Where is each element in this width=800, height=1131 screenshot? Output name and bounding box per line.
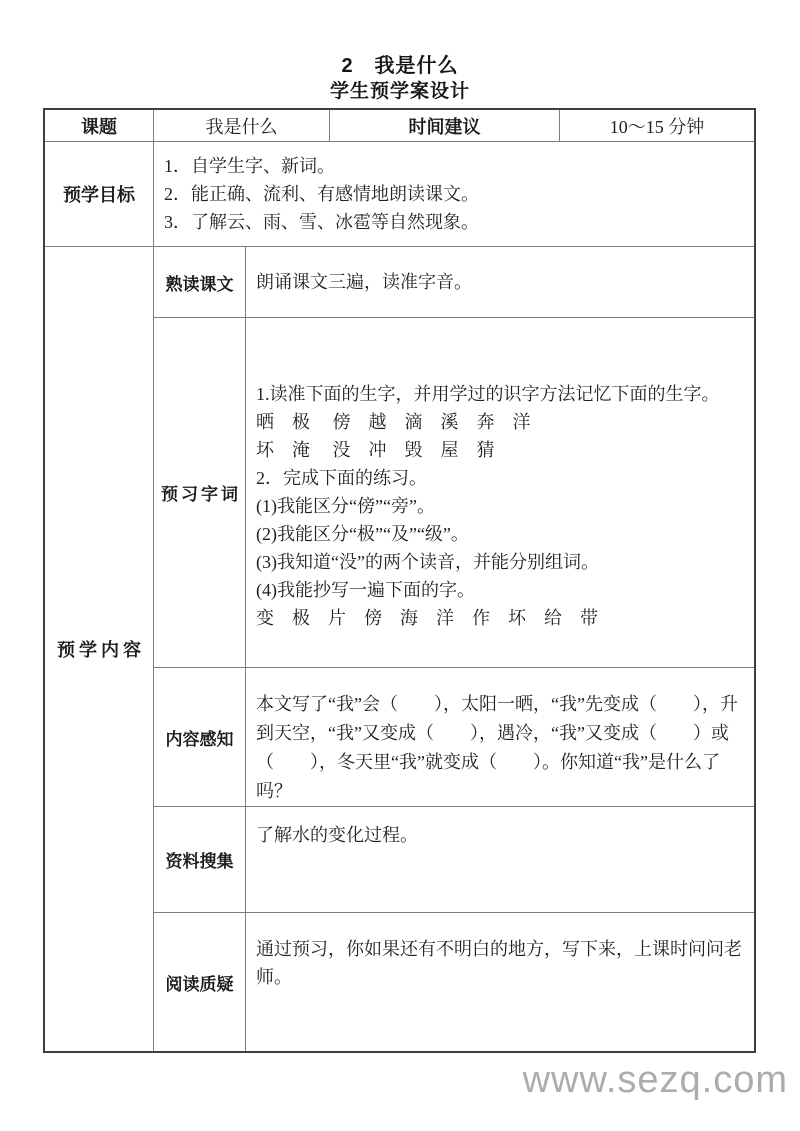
goals-content — [154, 142, 754, 246]
page-subtitle: 学生预学案设计 — [329, 81, 470, 102]
text-line: 变 极 片 傍 海 洋 作 坏 给 带 — [256, 608, 598, 628]
text-line: (3)我知道“没”的两个读音，并能分别组词。 — [256, 552, 599, 572]
subrow-content-perception — [154, 668, 754, 807]
reading-questions-content — [246, 913, 754, 1051]
text-line: 坏 淹 没 冲 毁 屋 猜 — [256, 440, 495, 460]
header-row — [45, 110, 754, 142]
text-line: (2)我能区分“极”“及”“级”。 — [256, 524, 469, 544]
preview-words-content — [246, 318, 754, 667]
content-section-label: 预学内容 — [45, 247, 154, 1051]
site-watermark: www.sezq.com — [522, 1059, 788, 1101]
text-line: 1．自学生字、新词。 — [164, 156, 335, 176]
content-section-row — [45, 247, 754, 1051]
text-line: 2．完成下面的练习。 — [256, 468, 427, 488]
text-line: 2．能正确、流利、有感情地朗读课文。 — [164, 184, 479, 204]
time-value-cell: 10～15 分钟 — [609, 116, 705, 137]
time-label-cell: 时间建议 — [330, 110, 560, 141]
prestudy-table — [43, 108, 756, 1053]
familiar-reading-label: 熟读课文 — [154, 247, 246, 317]
text-line: 朗诵课文三遍，读准字音。 — [256, 272, 472, 292]
text-line: 本文写了“我”会（ ），太阳一晒，“我”先变成（ ），升到天空，“我”又变成（ ），遇冷，“我”又变成（ ）或（ ），冬天里“我”就变成（ ）。你知道“我”是什么了吗？ — [256, 694, 738, 801]
course-value-cell: 我是什么 — [154, 110, 330, 141]
text-line: 晒 极 傍 越 滴 溪 奔 洋 — [256, 412, 531, 432]
subrow-familiar-reading — [154, 247, 754, 318]
course-label-cell: 课题 — [45, 110, 154, 141]
content-perception-content — [246, 668, 754, 806]
text-line: 3．了解云、雨、雪、冰雹等自然现象。 — [164, 212, 479, 232]
text-line: 1.读准下面的生字，并用学过的识字方法记忆下面的生字。 — [256, 384, 720, 404]
material-collection-content — [246, 807, 754, 912]
subrow-preview-words — [154, 318, 754, 668]
content-perception-label: 内容感知 — [154, 668, 246, 806]
reading-questions-label: 阅读质疑 — [154, 913, 246, 1051]
lesson-title: 2 我是什么 — [341, 55, 459, 77]
material-collection-label: 资料搜集 — [154, 807, 246, 912]
text-line: 了解水的变化过程。 — [256, 825, 418, 845]
content-section-subrows — [154, 247, 754, 1051]
preview-words-label: 预习字词 — [154, 318, 246, 667]
goals-label: 预学目标 — [45, 142, 154, 246]
text-line: (1)我能区分“傍”“旁”。 — [256, 496, 435, 516]
text-line: 通过预习，你如果还有不明白的地方，写下来，上课时问问老师。 — [256, 939, 742, 987]
text-line: (4)我能抄写一遍下面的字。 — [256, 580, 475, 600]
subrow-reading-questions — [154, 913, 754, 1051]
subrow-material-collection — [154, 807, 754, 913]
familiar-reading-content — [246, 247, 754, 317]
goals-row — [45, 142, 754, 247]
